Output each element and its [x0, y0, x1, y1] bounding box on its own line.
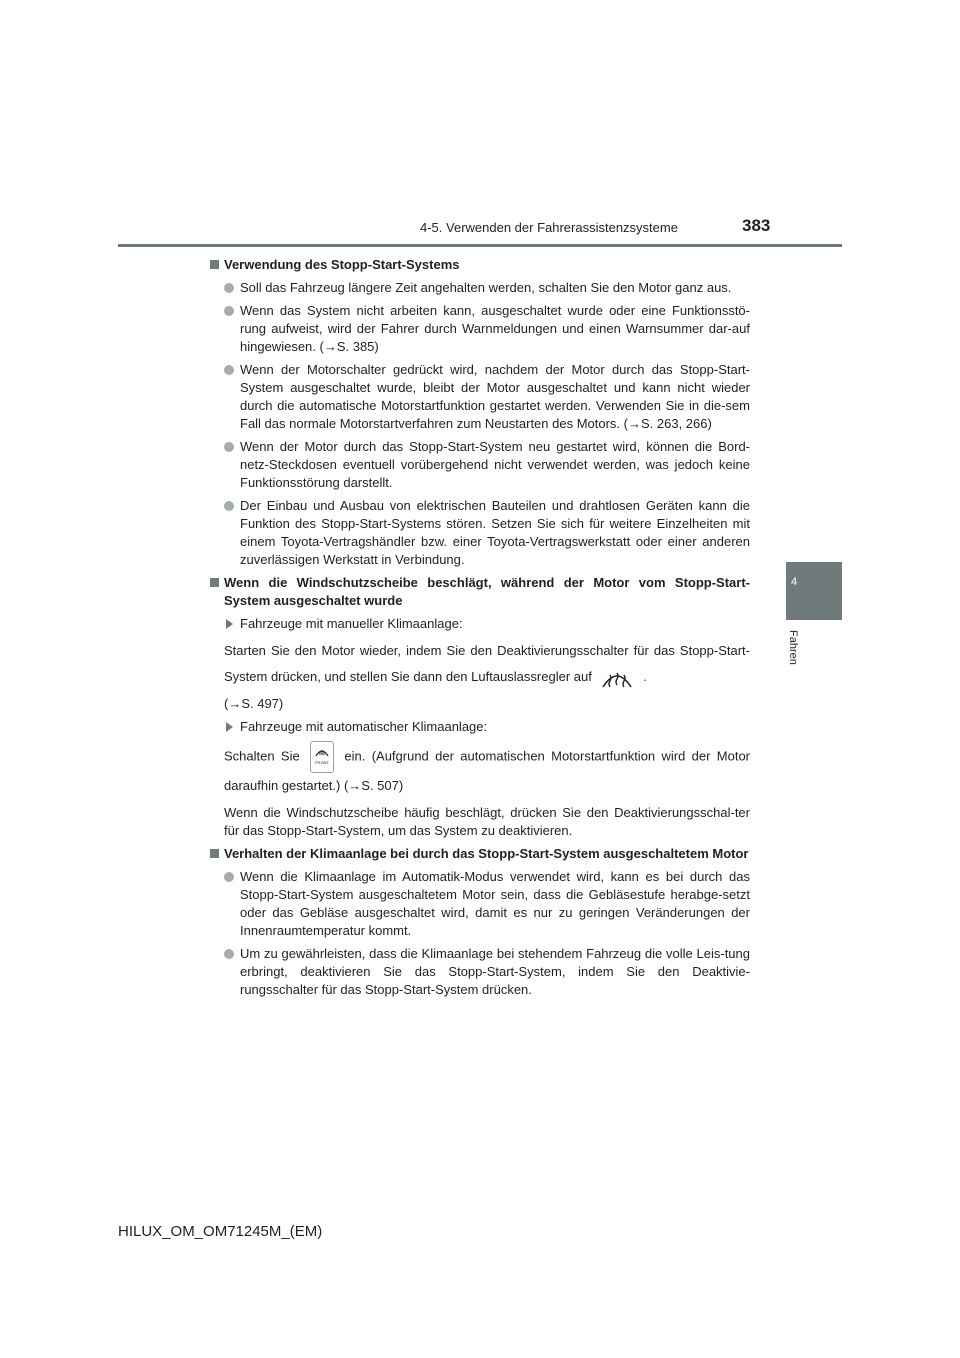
circle-bullet-icon	[224, 442, 234, 452]
circle-bullet-icon	[224, 501, 234, 511]
list-item: Wenn der Motor durch das Stopp-Start-System neu gestartet wird, können die Bord-netz-Steckdosen eventuell vorübergehend nicht verwendet werden, was jedoch keine Funktionsstörung darstellt.	[210, 438, 750, 492]
paragraph: Starten Sie den Motor wieder, indem Sie den Deaktivierungsschalter für das Stopp-Start-System drücken, und stellen Sie dann den Luftauslassregler auf .	[210, 638, 750, 690]
document-code: HILUX_OM_OM71245M_(EM)	[118, 1223, 323, 1240]
rear-defogger-icon	[599, 667, 635, 689]
paragraph: Wenn die Windschutzscheibe häufig beschlägt, drücken Sie den Deaktivierungsschal-ter für das Stopp-Start-System, um das System zu deaktivieren.	[224, 805, 750, 838]
square-bullet-icon	[210, 849, 219, 858]
main-content	[210, 256, 750, 1004]
chapter-tab-number: 4	[790, 576, 798, 588]
list-item: Wenn die Klimaanlage im Automatik-Modus verwendet wird, kann es bei durch das Stopp-Start-System ausgeschaltetem Motor sein, dass die Gebläsestufe herabge-setzt oder das Gebläse ausgeschaltet wird, damit es nur zu geringen Veränderungen der Innenraumtemperatur kommt.	[210, 868, 750, 940]
list-item: Um zu gewährleisten, dass die Klimaanlage bei stehendem Fahrzeug die volle Leis-tung erbringt, deaktivieren Sie das Stopp-Start-System, indem Sie den Deaktivie-rungsschalter für das Stopp-Start-System drücken.	[210, 945, 750, 999]
front-defroster-button-icon	[310, 741, 334, 773]
list-item: Wenn der Motorschalter gedrückt wird, nachdem der Motor durch das Stopp-Start-System ausgeschaltet wurde, bleibt der Motor ausgeschaltet und kann nicht wieder durch die automatische Motorstartfunktion gestartet werden. Verwenden Sie in die-sem Fall das normale Motorstartverfahren zum Neustarten des Motors. (→S. 263, 266)	[210, 361, 750, 433]
section-heading: Verwendung des Stopp-Start-Systems	[210, 256, 750, 274]
list-item: Soll das Fahrzeug längere Zeit angehalten werden, schalten Sie den Motor ganz aus.	[210, 279, 750, 297]
paragraph: (→S. 497)	[224, 696, 284, 711]
circle-bullet-icon	[224, 283, 234, 293]
circle-bullet-icon	[224, 365, 234, 375]
arrow-bullet-icon	[226, 722, 233, 732]
arrow-bullet-icon	[226, 619, 233, 629]
square-bullet-icon	[210, 260, 219, 269]
circle-bullet-icon	[224, 949, 234, 959]
front-defroster-symbol	[311, 742, 333, 772]
page-header-section: 4-5. Verwenden der Fahrerassistenzsysteme	[420, 220, 678, 235]
list-item: Wenn das System nicht arbeiten kann, ausgeschaltet wurde oder eine Funktionsstö-rung aufweist, wird der Fahrer durch Warnmeldungen und einen Warnsummer dar-auf hingewiesen. (→S. 385)	[210, 302, 750, 356]
section-heading: Wenn die Windschutzscheibe beschlägt, während der Motor vom Stopp-Start-System ausgeschaltet wurde	[210, 574, 750, 610]
list-item: Fahrzeuge mit automatischer Klimaanlage:	[210, 718, 750, 736]
paragraph: Schalten Sie FRONT ein. (Aufgrund der automatischen Motorstartfunktion wird der Motor daraufhin gestartet.) (→S. 507)	[210, 741, 750, 799]
chapter-tab-label: Fahren	[787, 630, 799, 665]
list-item: Fahrzeuge mit manueller Klimaanlage:	[210, 615, 750, 633]
circle-bullet-icon	[224, 306, 234, 316]
chapter-tab	[786, 562, 842, 620]
page-number: 383	[742, 216, 771, 235]
list-item: Der Einbau und Ausbau von elektrischen Bauteilen und drahtlosen Geräten kann die Funktion des Stopp-Start-Systems stören. Setzen Sie sich für weitere Einzelheiten mit einem Toyota-Vertragshändler bzw. einer Toyota-Vertragswerkstatt oder einer anderen zuverlässigen Werkstatt in Verbindung.	[210, 497, 750, 569]
circle-bullet-icon	[224, 872, 234, 882]
section-heading: Verhalten der Klimaanlage bei durch das Stopp-Start-System ausgeschaltetem Motor	[210, 845, 750, 863]
square-bullet-icon	[210, 578, 219, 587]
header-rule	[118, 244, 842, 247]
front-button-label: FRONT	[315, 760, 329, 765]
